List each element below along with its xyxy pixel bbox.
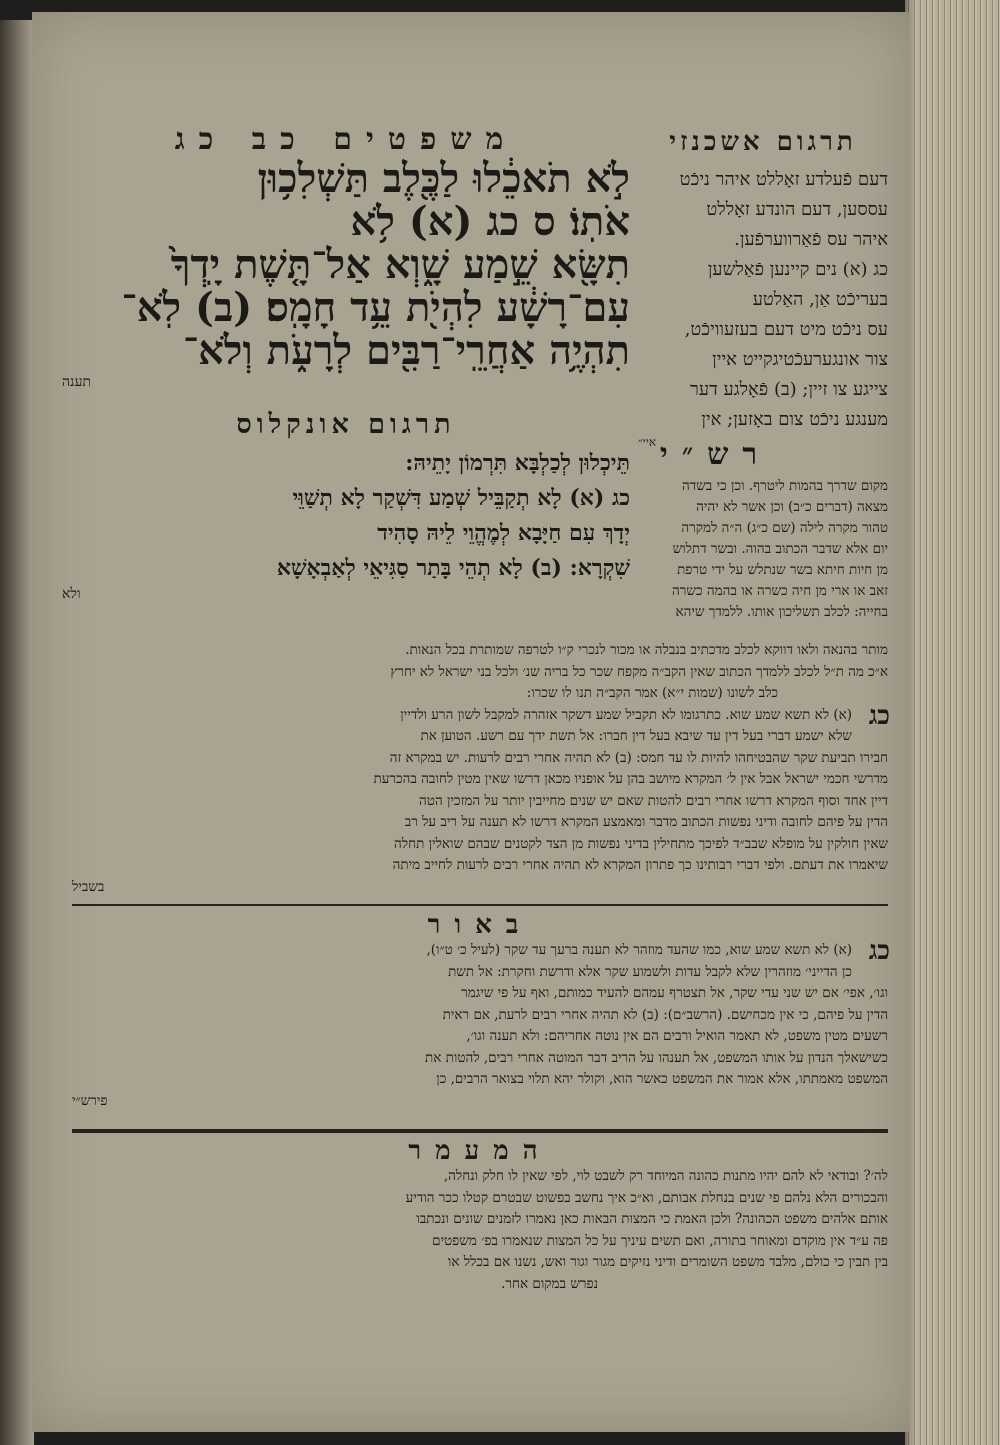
hameamer-line: בין תבין כי כולם, מלבד משפט השומרים ודיני נזיקים מגור וגור ואש, נשנו אם בכלל או [447,1254,888,1270]
biur-line: וגו׳, אפי׳ אם יש שני עדי שקר, אל תצטרף עמהם להעיד כמותם, ואף על פי שיגמר [461,985,888,1001]
hameamer-line: והבכורים הלא נלהם פי שנים בנחלת אבותם, וא״כ איך נחשב בפשוט שבטרם קטלו ככר הודיע [405,1189,888,1206]
onkelos-line: יְדָךְ עִם חַיָּבָא לְמֶהֱוֵי לֵיהּ סָהִיד [377,520,630,546]
book-page [32,12,910,1432]
rashi-line: מקום שדרך בהמות ליטרף. וכן כי בשדה [681,478,888,494]
rashi-line: יום אלא שדבר הכתוב בהוה. ובשר דתלוש [672,541,888,557]
targum-ashkenazi-title: תרגום אשכנזי [669,127,857,157]
yiddish-line: צור אונגערעכֿטיגקייט איין [712,349,888,370]
catchword: איי״ [638,435,657,449]
verse-line: תִשָּׂ֖א שֵׁ֣מַע שָׁ֑וְא אַל־תָּ֤שֶׁת יָֽדְךָ֙ [170,241,630,288]
onkelos-line: כג (א) לָא תְקַבֵּיל שְׁמַע דִּשְׁקַר לָא תְשַׁוֵּי [292,485,630,511]
yiddish-line: עס ניכֿט מיט דעם בעזעוויכֿט, [684,319,888,340]
rashi-line: זאב או ארי מן חיה כשרה או בהמה כשרה [672,583,888,599]
verse-line: אֹתֽוֹ׃ ס כג (א) לֹ֥א [350,198,630,245]
hameamer-line: לה׳? ובודאי לא להם יהיו מתנות כהונה המיוחד רק לשבט לוי, לפי שאין לו חלק ונחלה, [443,1168,888,1184]
onkelos-line: תֵּיכְלוּן לְכַלְבָּא תִּרְמוֹן יָתֵיהּ: [405,450,630,476]
hameamer-title: המעמר [408,1136,552,1166]
page-edges [905,0,1000,1445]
verse-marker: כג [868,700,890,731]
onkelos-line: שִׁקְרָא: (ב) לָא תְהֵי בָּתַר סַגִּיאֵי לְאַבְאָשָׁא [276,555,630,581]
rashi-line: מדרשי חכמי ישראל אבל אין ל׳ המקרא מיושב בהן על אופניו מכאן דרשו שאין מטין לחובה בהכרעת [373,771,888,787]
rashi-title: רש״י [659,437,772,472]
running-head: משפטים כב כג [174,122,518,157]
yiddish-line: איהר עס פֿאַרווערפֿען. [734,229,888,250]
rashi-line: מן חיות חיתא בשר שנתלש על ידי טרפת [677,562,888,578]
rashi-column [543,437,888,623]
yiddish-line: דעם פֿעלדע זאָללט איהר ניכֿט [679,169,888,190]
hameamer-line: אותם אלהים משפט הכהונה? ולכן האמת כי המצות הבאות כאן נאמרו לזמנים שונים ונכתבו [416,1211,888,1227]
biur-line: הדין על פיהם, כי אין מכחישם. (הרשב״ם): (ב) לא תהיה אחרי רבים לרעת, אם ראית [442,1006,888,1023]
rashi-line: חבירו תביעת שקר שהבטיחהו להיות לו עד חמס: (ב) לא תהיה אחרי רבים לרעות. יש במקרא זה [389,749,888,766]
verse-line: לֹ֣א תֹאכֵ֔לוּ לַכֶּ֖לֶב תַּשְׁלִכ֥וּן [257,155,630,202]
yiddish-line: בעריכֿט אַן, האַלטע [752,289,888,310]
rashi-line: שיאמרו את דעתם. ולפי דברי רבותינו כך פתרון המקרא לא תהיה אחרי רבים לרעות לחייב מיתה [392,857,888,873]
catchword: פירש״י [72,1092,108,1109]
onkelos-title: תרגום אונקלוס [236,409,456,440]
catchword: בשביל [72,878,105,895]
hameamer-section [72,1136,888,1295]
verse-line: תִהְיֶ֥ה אַחֲרֵֽי־רַבִּ֖ים לְרָעֹ֑ת וְלֹא־ [182,327,630,374]
biur-line: כן הדייני׳ מוזהרין שלא לקבל עדות ולשמוע שקר אלא ודרשת וחקרת: אל תשת [448,963,852,980]
biur-section [72,910,888,1112]
biur-line: המשפט מאמתתו, אלא אמור את המשפט כאשר הוא, וקולר יהא תלוי בצואר הרבים, כן [436,1071,888,1087]
yiddish-line: צייגע צו זיין; (ב) פֿאָלגע דער [690,379,888,400]
rashi-line: כלב לשונו (שמות י״א) אמר הקב״ה תנו לו שכרו: [526,685,778,701]
hameamer-line: נפרש במקום אחר. [501,1275,598,1292]
targum-ashkenazi-column [638,127,888,449]
rashi-line: בחייה: לכלב תשליכון אותו. ללמדך שיהא [675,604,888,620]
catchword: ולא [62,586,81,602]
hameamer-line: פה ע״ד אין מוקדם ומאוחר בתורה, ואם תשים עיניך על כל המצות שנאמרו בפ׳ משפטים [432,1232,888,1249]
biur-line: כשישאלך הנדון על אותו המשפט, אל תענהו על הריב דבר המוטה אחרי רבים, להטות את [425,1049,888,1066]
rashi-line: שלא ישמע דברי בעל דין עד שיבא בעל דין חברו: אל תשת ידך עם רשע. הטוען את [420,728,852,744]
section-divider [72,904,888,906]
rashi-line: טהור מקרה לילה (שם כ״ג) ה״ה למקרה [681,520,888,536]
yiddish-line: עססען, דעם הונדע זאָללט [706,199,888,220]
biur-title: באור [427,910,533,940]
catchword: תענה [62,374,92,390]
section-divider [72,1129,888,1133]
yiddish-line: מענגע ניכֿט צום באָזען; אין [701,409,888,430]
biur-line: (א) לא תשא שמע שוא, כמו שהעד מוזהר לא תענה ברעך עד שקר (לעיל כ׳ ט״ו), [426,942,852,958]
verse-line: עִם־רָשָׁ֔ע לִהְיֹ֖ת עֵ֥ד חָמָֽס׃ (ב) לֹֽא־ [121,284,630,331]
rashi-line: הדין על פיהם לחובה ודיני נפשות הכתוב מדבר ומאמצע המקרא דרשו לא תענה על ריב על רב [404,814,888,830]
rashi-line: (א) לא תשא שמע שוא. כתרגומו לא תקביל שמע דשקר אזהרה למקבל לשון הרע ולדיין [400,706,852,723]
rashi-verse-23 [72,700,890,748]
rashi-line: מותר בהנאה ולאו דווקא לכלב מדכתיב בנבלה או מכור לנכרי ק״ו לטרפה שמותרת בכל הנאות. [405,642,888,658]
biur-line: רשעים מטין משפט, לא תאמר הואיל ורבים הם אין נוטה אחריהם: ולא תענה וגו׳, [466,1028,888,1044]
rashi-line: א״כ מה ת״ל לכלב ללמדך הכתוב שאין הקב״ה מקפח שכר כל בריה שנ׳ ולכל בני ישראל לא יחרץ [390,663,888,680]
rashi-full-block [72,640,888,898]
binding-shadow [0,20,34,1445]
rashi-line: דיין אחד וסוף המקרא דרשו אחרי רבים להטות שאם יש שנים מחייבין יותר על המזכין הטה [419,792,888,809]
yiddish-line: כג (א) נים קיינען פֿאַלשען [707,259,888,280]
biur-body [72,936,890,1112]
verse-marker: כג [868,936,890,966]
rashi-line: שאין חולקין על מופלא שבב״ד לפיכך מתחילין בדיני נפשות מן הצד לקטנים שבהם שואלין תחלה [394,835,888,852]
rashi-line: מצאה (דברים כ״ב) וכן אשר לא יהיה [696,499,888,515]
